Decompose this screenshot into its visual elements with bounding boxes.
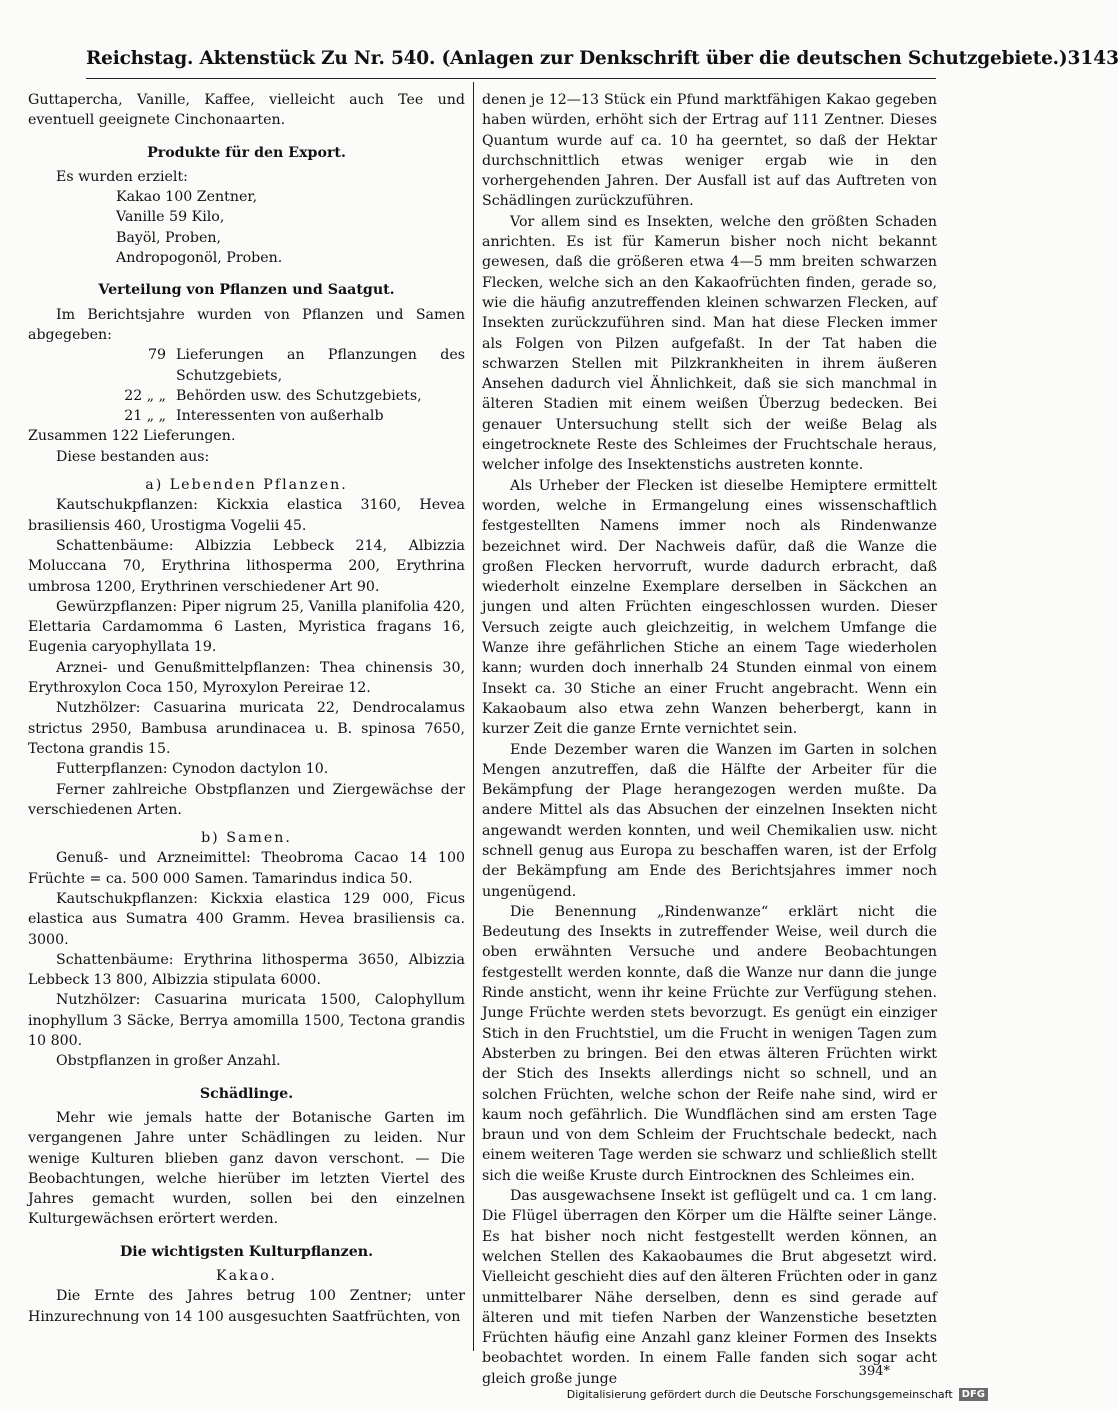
credit-text: Digitalisierung gefördert durch die Deutsche Forschungsgemeinschaft — [566, 1388, 953, 1401]
heading-samen: b) Samen. — [201, 830, 292, 847]
list-item: Andropogonöl, Proben. — [116, 250, 283, 267]
intro-paragraph: Guttapercha, Vanille, Kaffee, vielleicht auch Tee und eventuell geeignete Cinchonaarten. — [28, 92, 465, 129]
seed-entry: Nutzhölzer: Casuarina muricata 1500, Calophyllum inophyllum 3 Säcke, Berrya amomilla 1500, Tectona grandis 10 800. — [28, 992, 465, 1050]
paragraph: denen je 12—13 Stück ein Pfund marktfähigen Kakao gegeben haben würden, erhöht sich der Ertrag auf 111 Zentner. Dieses Quantum wurde auf ca. 10 ha geerntet, so daß der Hektar durchschnittlich etwas weniger ergab wie in den vorhergehenden Jahren. Der Ausfall ist auf das Auftreten von Schädlingen zurückzuführen. — [482, 92, 937, 210]
plant-entry: Ferner zahlreiche Obstpflanzen und Ziergewächse der verschiedenen Arten. — [28, 781, 465, 818]
plant-entry: Kautschukpflanzen: Kickxia elastica 3160, Hevea brasiliensis 460, Urostigma Vogelii 45. — [28, 497, 465, 534]
left-column — [28, 90, 465, 1351]
plant-entry: Gewürzpflanzen: Piper nigrum 25, Vanilla planifolia 420, Elettaria Cardamomma 6 Lasten, Myristica fragans 16, Eugenia caryophyllata 19. — [28, 598, 465, 656]
list-item: Kakao 100 Zentner, — [116, 189, 258, 206]
schaedlinge-paragraph: Mehr wie jemals hatte der Botanische Garten im vergangenen Jahre unter Schädlingen zu leiden. Nur wenige Kulturen blieben ganz davon verschont. — Die Beobachtungen, welche hierüber im letzten Viertel des Jahres gemacht wurden, sollen bei den einzelnen Kulturgewächsen erörtert werden. — [28, 1109, 465, 1228]
page-title: Reichstag. Aktenstück Zu Nr. 540. (Anlagen zur Denkschrift über die deutschen Schutzgebiete.) — [86, 47, 1068, 69]
heading-verteilung: Verteilung von Pflanzen und Saatgut. — [98, 282, 395, 299]
delivery-row — [28, 345, 465, 386]
heading-kakao: Kakao. — [216, 1268, 277, 1285]
delivery-count: 79 — [147, 347, 166, 364]
delivery-text: Interessenten von außerhalb — [176, 408, 384, 425]
heading-lebende-pflanzen: a) Lebenden Pflanzen. — [145, 477, 348, 494]
export-list — [28, 187, 465, 268]
paragraph: Die Benennung „Rindenwanze“ erklärt nicht die Bedeutung des Insekts in zutreffender Weise, weil durch die oben erwähnten Versuche und andere Beobachtungen festgestellt werden konnte, daß die Wanze nur dann die junge Rinde ansticht, wenn ihr keine Früchte zur Verfügung stehen. Junge Früchte werden stets bevorzugt. Es genügt ein einziger Stich in den Fruchtstiel, um die Frucht in wenigen Tagen zum Absterben zu bringen. Bei den etwas älteren Früchten wirkt der Stich des Insekts allerdings nicht so schnell, und an solchen Früchten, welche schon der Reife nahe sind, wird er kaum noch gefährlich. Die Wundflächen sind am ersten Tage braun und von dem Schleim der Fruchtschale bedeckt, nach einem weiteren Tage werden sie schwarz und schließlich stellt sich die weiße Kruste durch Eintrocknen des Schleimes ein. — [482, 903, 937, 1184]
deliveries-list — [28, 345, 465, 426]
page-header — [86, 38, 1119, 79]
seed-entry: Genuß- und Arzneimittel: Theobroma Cacao 14 100 Früchte = ca. 500 000 Samen. Tamarindus indica 50. — [28, 850, 465, 887]
plant-entry: Nutzhölzer: Casuarina muricata 22, Dendrocalamus strictus 2950, Bambusa arundinacea u. B. spinosa 7650, Tectona grandis 15. — [28, 700, 465, 757]
kakao-paragraph: Die Ernte des Jahres betrug 100 Zentner; unter Hinzurechnung von 14 100 ausgesuchten Saatfrüchten, von — [28, 1288, 465, 1325]
verteilung-lead: Im Berichtsjahre wurden von Pflanzen und Samen abgegeben: — [28, 306, 465, 343]
heading-schaedlinge: Schädlinge. — [199, 1085, 294, 1102]
heading-export: Produkte für den Export. — [147, 144, 346, 161]
digitization-credit — [567, 1388, 988, 1401]
paragraph: Ende Dezember waren die Wanzen im Garten in solchen Mengen anzutreffen, daß die Hälfte der Arbeiter für die Bekämpfung der Plage herangezogen werden mußte. Da andere Mittel als das Absuchen der einzelnen Insekten nicht angewandt werden konnten, und weil Chemikalien usw. nicht schnell genug aus Europa zu beschaffen waren, ist der Erfolg der Bekämpfung am Ende des Berichtsjahres immer noch ungenügend. — [482, 741, 937, 900]
delivery-count: 22 „ „ — [124, 387, 166, 404]
delivery-row — [28, 406, 465, 426]
list-item: Vanille 59 Kilo, — [116, 209, 225, 226]
delivery-row — [28, 386, 465, 406]
page-number: 3143 — [1067, 47, 1119, 69]
bestanden-lead: Diese bestanden aus: — [56, 448, 210, 465]
seed-entry: Kautschukpflanzen: Kickxia elastica 129 000, Ficus elastica aus Sumatra 400 Gramm. Hevea brasiliensis ca. 3000. — [28, 890, 465, 948]
column-divider — [473, 82, 474, 1351]
seed-entry: Obstpflanzen in großer Anzahl. — [56, 1053, 281, 1070]
paragraph: Vor allem sind es Insekten, welche den größten Schaden anrichten. Es ist für Kamerun bisher noch nicht bekannt gewesen, daß die größeren etwa 4—5 mm breiten schwarzen Flecken, welche sich an den Kakaofrüchten finden, gerade so, wie die häufig anzutreffenden kleinen schwarzen Flecken, auf Insekten zurückzuführen sind. Man hat diese Flecken immer als Folgen von Pilzen aufgefaßt. In der Tat haben die schwarzen Stellen mit Pilzkrankheiten in ihrem äußeren Ansehen dadurch viel Ähnlichkeit, daß sie sich manchmal in älteren Stadien mit einem weißen Überzug bedecken. Bei genauer Untersuchung stellt sich der weiße Belag als eingetrocknete Reste des Schleimes der Fruchtschale heraus, welcher infolge des Insektenstichs austreten konnte. — [482, 213, 937, 474]
list-item: Bayöl, Proben, — [116, 229, 221, 246]
delivery-text: Lieferungen an Pflanzungen des Schutzgebiets, — [176, 347, 465, 384]
plant-entry: Schattenbäume: Albizzia Lebbeck 214, Albizzia Moluccana 70, Erythrina lithosperma 200, Erythrina umbrosa 1200, Erythrinen verschiedener Art 90. — [28, 537, 465, 595]
paragraph: Als Urheber der Flecken ist dieselbe Hemiptere ermittelt worden, welche in Ermangelung eines wissenschaftlich festgestellten Namens immer noch als Rindenwanze bezeichnet wird. Der Nachweis dafür, daß die Wanze die großen Flecken hervorruft, wurde dadurch erbracht, daß wiederholt einzelne Exemplare derselben in Säckchen an jungen und alten Früchten eingeschlossen wurden. Dieser Versuch zeigte auch gleichzeitig, in welchem Umfange die Wanze ihre gefährlichen Stiche an einem Tage wiederholen kann; wurden doch innerhalb 24 Stunden einmal von einem Insekt ca. 30 Stiche an einer Frucht angebracht. Wenn ein Kakaobaum also etwa zehn Wanzen beherbergt, kann in kurzer Zeit die ganze Ernte vernichtet sein. — [482, 477, 937, 738]
paragraph: Das ausgewachsene Insekt ist geflügelt und ca. 1 cm lang. Die Flügel überragen den Körper um die Hälfte seiner Länge. Es hat bisher noch nicht festgestellt werden können, an welchen Stellen des Kakaobaumes die Brut abgesetzt wird. Vielleicht geschieht dies auf den älteren Früchten oder in ganz unmittelbarer Nähe derselben, denn es sind gerade auf älteren und mit tiefen Narben der Wanzenstiche besetzten Früchten häufig eine Anzahl ganz kleiner Formen des Insekts beobachtet worden. In einem Falle fanden sich sogar acht gleich große junge — [482, 1188, 937, 1387]
delivery-count: 21 „ „ — [124, 408, 166, 425]
heading-kulturpflanzen: Die wichtigsten Kulturpflanzen. — [119, 1243, 374, 1260]
dfg-logo: DFG — [959, 1388, 988, 1401]
delivery-text: Behörden usw. des Schutzgebiets, — [176, 387, 422, 404]
export-lead: Es wurden erzielt: — [56, 168, 188, 185]
signature-mark: 394* — [858, 1364, 890, 1379]
seed-entry: Schattenbäume: Erythrina lithosperma 3650, Albizzia Lebbeck 13 800, Albizzia stipulata 6000. — [28, 951, 465, 989]
plant-entry: Arznei- und Genußmittelpflanzen: Thea chinensis 30, Erythroxylon Coca 150, Myroxylon Pereirae 12. — [28, 659, 465, 697]
deliveries-total: Zusammen 122 Lieferungen. — [28, 428, 236, 445]
plant-entry: Futterpflanzen: Cynodon dactylon 10. — [56, 761, 329, 778]
